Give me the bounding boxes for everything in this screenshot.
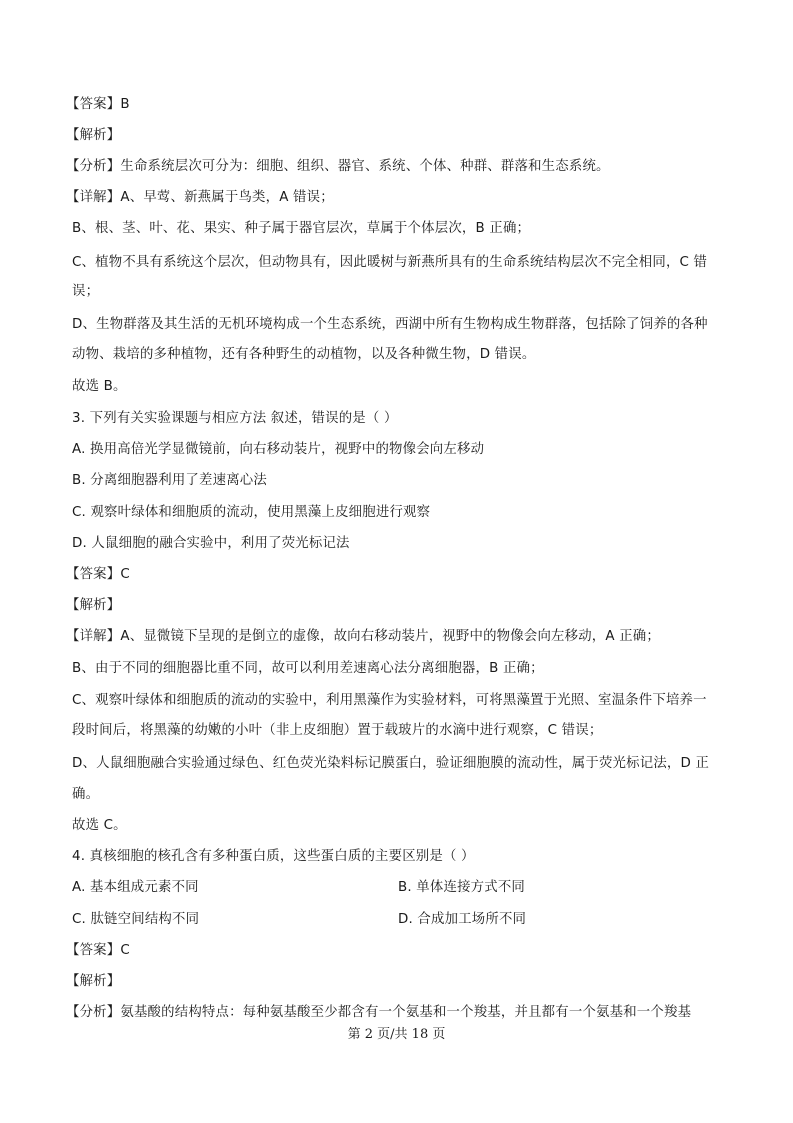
- question-4-option-d: D. 合成加工场所不同: [398, 912, 527, 927]
- detail-line-d-q2: D、生物群落及其生活的无机环境构成一个生态系统，西湖中所有生物构成生物群落，包括除了饲养的各种: [72, 317, 708, 332]
- answer-label-q2: 【答案】B: [66, 97, 130, 112]
- analysis-label-q2: 【解析】: [66, 128, 121, 143]
- conclusion-q3: 故选 C。: [72, 818, 127, 833]
- page-number-footer: 第 2 页/共 18 页: [347, 1027, 446, 1042]
- detail-line-d-q3: D、人鼠细胞融合实验通过绿色、红色荧光染料标记膜蛋白，验证细胞膜的流动性，属于荧光标记法，D 正: [72, 756, 710, 771]
- answer-label-q4: 【答案】C: [66, 943, 130, 958]
- analysis-label-q3: 【解析】: [66, 598, 121, 613]
- detail-line-b-q2: B、根、茎、叶、花、果实、种子属于器官层次，草属于个体层次，B 正确；: [72, 221, 531, 236]
- question-3-option-d: D. 人鼠细胞的融合实验中，利用了荧光标记法: [72, 536, 350, 551]
- detail-line-d-cont-q2: 动物、栽培的多种植物，还有各种野生的动植物，以及各种微生物，D 错误。: [72, 347, 536, 362]
- question-4-option-a: A. 基本组成元素不同: [72, 880, 199, 895]
- analysis-text-q4: 【分析】氨基酸的结构特点：每种氨基酸至少都含有一个氨基和一个羧基，并且都有一个氨基和一个羧基: [66, 1005, 692, 1020]
- detail-line-c-q3: C、观察叶绿体和细胞质的流动的实验中，利用黑藻作为实验材料，可将黑藻置于光照、室温条件下培养一: [72, 693, 707, 708]
- detail-line-c-cont-q2: 误；: [72, 284, 100, 299]
- question-4-option-b: B. 单体连接方式不同: [398, 880, 526, 895]
- question-3-stem: 3. 下列有关实验课题与相应方法 叙述，错误的是（ ）: [72, 411, 398, 426]
- analysis-label-q4: 【解析】: [66, 974, 121, 989]
- detail-line-a-q2: 【详解】A、早莺、新燕属于鸟类，A 错误；: [66, 190, 334, 205]
- question-4-stem: 4. 真核细胞的核孔含有多种蛋白质，这些蛋白质的主要区别是（ ）: [72, 849, 475, 864]
- question-3-option-b: B. 分离细胞器利用了差速离心法: [72, 473, 267, 488]
- conclusion-q2: 故选 B。: [72, 379, 127, 394]
- detail-line-b-q3: B、由于不同的细胞器比重不同，故可以利用差速离心法分离细胞器，B 正确；: [72, 661, 544, 676]
- detail-line-c-cont-q3: 段时间后，将黑藻的幼嫩的小叶（非上皮细胞）置于载玻片的水滴中进行观察，C 错误；: [72, 723, 603, 738]
- question-3-option-a: A. 换用高倍光学显微镜前，向右移动装片，视野中的物像会向左移动: [72, 442, 485, 457]
- answer-label-q3: 【答案】C: [66, 567, 130, 582]
- question-4-option-c: C. 肽链空间结构不同: [72, 912, 200, 927]
- analysis-text-q2: 【分析】生命系统层次可分为：细胞、组织、器官、系统、个体、种群、群落和生态系统。: [66, 159, 610, 174]
- detail-line-a-q3: 【详解】A、显微镜下呈现的是倒立的虚像，故向右移动装片，视野中的物像会向左移动，A 正确；: [66, 629, 660, 644]
- question-3-option-c: C. 观察叶绿体和细胞质的流动，使用黑藻上皮细胞进行观察: [72, 505, 431, 520]
- detail-line-c-q2: C、植物不具有系统这个层次，但动物具有，因此暖树与新燕所具有的生命系统结构层次不完全相同，C 错: [72, 255, 708, 270]
- detail-line-d-cont-q3: 确。: [72, 787, 100, 802]
